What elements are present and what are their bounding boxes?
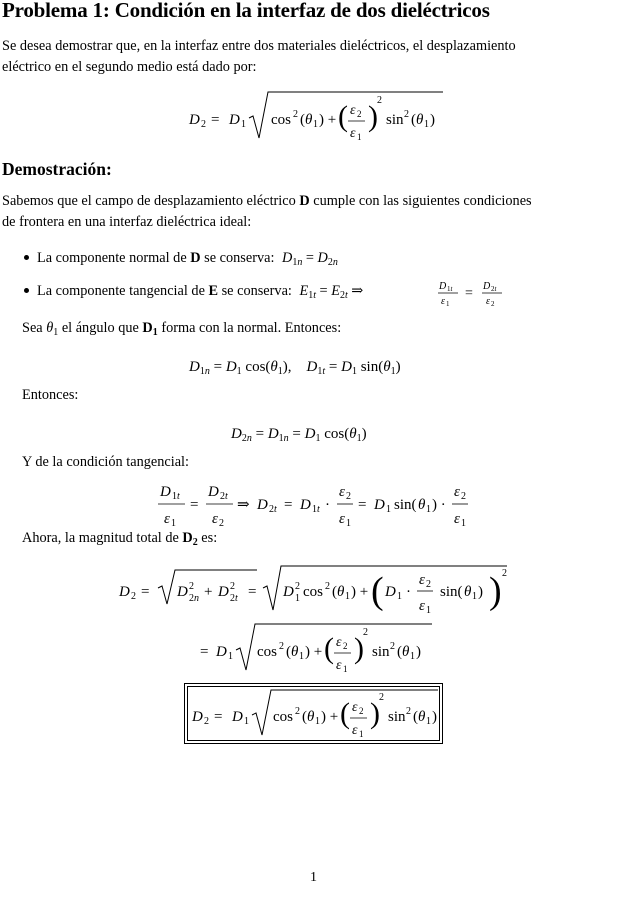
svg-text:ε: ε [336, 635, 342, 650]
svg-text:=: = [190, 497, 199, 513]
svg-text:1: 1 [461, 518, 466, 529]
svg-text:) +: ) + [351, 584, 369, 600]
svg-text:ε: ε [350, 126, 356, 141]
svg-text:2: 2 [377, 95, 382, 106]
svg-text:2: 2 [131, 591, 136, 602]
svg-text:θ: θ [418, 497, 426, 513]
svg-text:θ: θ [337, 584, 345, 600]
svg-text:): ) [478, 584, 483, 600]
svg-text:1: 1 [424, 119, 429, 130]
svg-text:): ) [416, 644, 421, 660]
svg-text:1: 1 [357, 132, 362, 142]
svg-text:(: ( [371, 570, 384, 612]
svg-text:1: 1 [244, 716, 249, 727]
svg-text:) +: ) + [321, 709, 339, 725]
svg-text:D: D [257, 497, 268, 513]
svg-text:2: 2 [379, 692, 384, 703]
svg-text:ε: ε [441, 296, 445, 307]
svg-text:ε: ε [212, 511, 218, 527]
svg-text:cos: cos [257, 644, 277, 660]
svg-text:1: 1 [343, 664, 348, 674]
svg-text:=: = [211, 112, 220, 128]
svg-text:1: 1 [346, 518, 351, 529]
svg-text:D: D [119, 584, 130, 600]
page-title: Problema 1: Condición en la interfaz de dos dieléctricos [2, 0, 490, 22]
svg-text:2: 2 [230, 581, 235, 592]
svg-text:1: 1 [386, 504, 391, 515]
bullet-icon [24, 255, 29, 260]
svg-text:ε: ε [454, 511, 460, 527]
svg-text:2: 2 [204, 716, 209, 727]
svg-text:ε: ε [339, 484, 345, 500]
svg-text:(: ( [340, 697, 350, 730]
ahora-line: Ahora, la magnitud total de $D_2$ es: [22, 530, 218, 548]
svg-text:D: D [216, 644, 227, 660]
svg-text:2: 2 [293, 109, 298, 120]
svg-text:2: 2 [295, 581, 300, 592]
svg-text:θ: θ [307, 709, 315, 725]
svg-text:ε: ε [419, 598, 425, 614]
svg-text:1: 1 [397, 591, 402, 602]
svg-text:ε: ε [164, 511, 170, 527]
svg-text:θ: θ [305, 112, 313, 128]
svg-text:ε: ε [336, 658, 342, 673]
svg-text:1t: 1t [312, 504, 320, 515]
svg-text:2t: 2t [491, 285, 497, 293]
svg-text:sin(: sin( [440, 584, 463, 600]
svg-text:2: 2 [404, 109, 409, 120]
svg-text:cos: cos [303, 584, 323, 600]
svg-text:D: D [374, 497, 385, 513]
svg-text:): ) [354, 632, 364, 665]
svg-text:=: = [284, 497, 293, 513]
svg-text:·: · [325, 497, 330, 513]
svg-text:2t: 2t [230, 593, 238, 604]
svg-text:2: 2 [201, 119, 206, 130]
svg-text:D: D [300, 497, 311, 513]
demo-heading: Demostración: [2, 159, 112, 179]
svg-text:θ: θ [416, 112, 424, 128]
svg-text:(: ( [413, 709, 418, 725]
svg-text:2: 2 [406, 706, 411, 717]
svg-text:D: D [177, 584, 188, 600]
svg-text:2: 2 [325, 581, 330, 592]
svg-text:=: = [358, 497, 367, 513]
equation-target [185, 88, 445, 152]
svg-text:D: D [160, 484, 171, 500]
svg-text:=: = [141, 584, 150, 600]
svg-text:2: 2 [343, 641, 348, 651]
svg-text:1: 1 [345, 591, 350, 602]
equation-simplified [196, 620, 446, 680]
equation-magnitude [115, 562, 515, 620]
svg-text:(: ( [300, 112, 305, 128]
svg-text:θ: θ [291, 644, 299, 660]
label-tangencial: Y de la condición tangencial: [22, 454, 189, 470]
svg-text:1: 1 [426, 605, 431, 616]
svg-text:): ) [432, 709, 437, 725]
svg-text:) +: ) + [305, 644, 323, 660]
equation-normal: $D_{2n} = D_{1n} = D_1$ $\cos(\theta_1)$ [231, 426, 367, 444]
svg-text:=: = [248, 584, 257, 600]
svg-text:(: ( [338, 100, 348, 133]
svg-text:=: = [465, 286, 473, 301]
svg-text:1: 1 [295, 593, 300, 604]
svg-text:(: ( [397, 644, 402, 660]
svg-text:2: 2 [426, 579, 431, 590]
svg-text:1t: 1t [172, 491, 180, 502]
bullet-item-tangential: La componente tangencial de E se conserva: $E_{1t} = E_{2t}$ ⇒ [24, 281, 363, 306]
svg-text:1: 1 [446, 300, 450, 308]
svg-text:2: 2 [219, 518, 224, 529]
svg-text:sin: sin [388, 709, 406, 725]
svg-text:2: 2 [461, 491, 466, 502]
intro-line-2: eléctrico en el segundo medio está dado por: [2, 59, 257, 75]
svg-text:ε: ε [454, 484, 460, 500]
svg-text:θ: θ [418, 709, 426, 725]
svg-text:ε: ε [419, 572, 425, 588]
svg-text:1: 1 [315, 716, 320, 727]
svg-text:1: 1 [426, 504, 431, 515]
equation-components: $D_{1n} = D_1$ $\cos(\theta_1)$, $D_{1t} = D_1$ $\sin(\theta_1)$ [189, 359, 401, 377]
svg-text:θ: θ [402, 644, 410, 660]
svg-text:2: 2 [502, 568, 507, 579]
bullet-item-normal: La componente normal de D se conserva: $D_{1n} = D_{2n}$ [24, 248, 338, 273]
svg-text:2n: 2n [189, 593, 199, 604]
svg-text:D: D [192, 709, 203, 725]
svg-text:(: ( [332, 584, 337, 600]
svg-text:): ) [370, 697, 380, 730]
svg-text:1: 1 [299, 651, 304, 662]
svg-text:(: ( [286, 644, 291, 660]
svg-text:1: 1 [228, 651, 233, 662]
svg-text:): ) [368, 100, 378, 133]
demo-line-2: de frontera en una interfaz dieléctrica ideal: [2, 214, 252, 230]
bullet-icon [24, 288, 29, 293]
svg-text:ε: ε [350, 103, 356, 118]
equation-final-boxed [184, 683, 444, 745]
svg-text:2: 2 [363, 627, 368, 638]
svg-text:cos: cos [273, 709, 293, 725]
label-entonces: Entonces: [22, 387, 79, 403]
svg-text:ε: ε [339, 511, 345, 527]
svg-text:2t: 2t [220, 491, 228, 502]
svg-text:1: 1 [171, 518, 176, 529]
svg-text:(: ( [302, 709, 307, 725]
svg-text:⇒: ⇒ [237, 497, 250, 513]
svg-text:2: 2 [346, 491, 351, 502]
svg-text:ε: ε [352, 723, 358, 738]
svg-text:2t: 2t [269, 504, 277, 515]
svg-text:+: + [204, 584, 213, 600]
sea-line: Sea $\theta_1$ el ángulo que $D_1$ forma con la normal. Entonces: [22, 320, 342, 338]
svg-text:2: 2 [390, 641, 395, 652]
svg-text:sin: sin [386, 112, 404, 128]
svg-text:1: 1 [359, 729, 364, 739]
svg-text:2: 2 [279, 641, 284, 652]
svg-text:1: 1 [410, 651, 415, 662]
svg-text:1: 1 [313, 119, 318, 130]
svg-text:D: D [439, 281, 447, 292]
svg-text:ε: ε [352, 700, 358, 715]
svg-text:1: 1 [241, 119, 246, 130]
svg-text:cos: cos [271, 112, 291, 128]
svg-text:D: D [229, 112, 240, 128]
svg-text:2: 2 [189, 581, 194, 592]
svg-text:D: D [208, 484, 219, 500]
svg-text:D: D [385, 584, 396, 600]
svg-text:sin(: sin( [394, 497, 417, 513]
svg-text:sin: sin [372, 644, 390, 660]
intro-line-1: Se desea demostrar que, en la interfaz entre dos materiales dieléctricos, el desplazamiento [2, 38, 516, 54]
svg-text:) ·: ) · [432, 497, 446, 513]
demo-paragraph [2, 191, 532, 233]
svg-text:1: 1 [426, 716, 431, 727]
svg-text:2: 2 [491, 300, 495, 308]
svg-text:1t: 1t [447, 285, 453, 293]
svg-text:2: 2 [295, 706, 300, 717]
intro-paragraph [2, 36, 516, 78]
page-number: 1 [310, 870, 317, 885]
svg-text:) +: ) + [319, 112, 337, 128]
svg-text:2: 2 [359, 706, 364, 716]
svg-text:=: = [200, 644, 209, 660]
tangential-ratio-equation [436, 278, 506, 308]
svg-text:(: ( [411, 112, 416, 128]
svg-text:D: D [218, 584, 229, 600]
svg-text:θ: θ [464, 584, 472, 600]
svg-text:ε: ε [486, 296, 490, 307]
svg-text:): ) [489, 570, 502, 612]
svg-text:1: 1 [472, 591, 477, 602]
svg-text:(: ( [324, 632, 334, 665]
svg-text:): ) [430, 112, 435, 128]
svg-text:D: D [283, 584, 294, 600]
svg-text:·: · [406, 584, 411, 600]
svg-text:D: D [189, 112, 200, 128]
svg-text:D: D [483, 281, 491, 292]
svg-text:=: = [214, 709, 223, 725]
demo-line-1: Sabemos que el campo de desplazamiento eléctrico D cumple con las siguientes condiciones [2, 193, 532, 209]
svg-text:D: D [232, 709, 243, 725]
equation-tangential [156, 480, 486, 530]
svg-text:2: 2 [357, 109, 362, 119]
